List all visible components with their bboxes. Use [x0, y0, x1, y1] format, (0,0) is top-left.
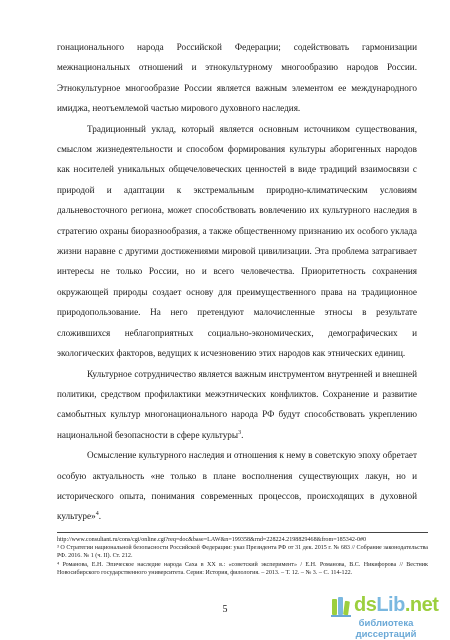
body-text [57, 37, 417, 527]
footnote-3: ³ О Стратегии национальной безопасности Российской Федерации: указ Президента РФ от 31 дек. 2015 г. № 683 // Собрание законодательства РФ. 2016. № 1 (ч. II). Ст. 212. [57, 545, 428, 560]
watermark-logo: dsLib.net [354, 594, 439, 616]
paragraph-2 [57, 119, 417, 364]
page-number: 5 [222, 604, 228, 615]
paragraph-4 [57, 445, 417, 527]
watermark-caption: библиотека диссертаций [355, 618, 417, 640]
paragraph-text: Традиционный уклад, который является основным источником существования, смыслом жизнедеятельности и способом формирования культуры аборигенных народов как носителей уникальных общечеловеческих ценностей в виде традиций взаимосвязи с природой и адаптации к экстремальным природно-климатическим условиям дальневосточного региона, может способствовать вовлечению их культурного наследия в стратегию охраны биоразнообразия, а также общественному признанию их особого уклада жизни наравне с другими достижениями мировой цивилизации. Эта проблема затрагивает интересы не только России, но и всего человечества. Приоритетность сохранения окружающей природы создает основу для преимущественного права на традиционное природопользование. На него претендуют малочисленные этносы в результате сложившихся неблагоприятных социально-экономических, демографических и экологических факторов, ведущих к исчезновению этих народов как этнических единиц. [57, 123, 417, 359]
paragraph-1 [57, 37, 417, 119]
paragraph-tail: . [241, 429, 244, 440]
footnotes [57, 536, 428, 577]
paragraph-3 [57, 364, 417, 446]
paragraph-text: гонационального народа Российской Федерации; содействовать гармонизации межнациональных отношений и этнокультурному многообразию народов России. Этнокультурное многообразие России является важным элементом ее международного имиджа, неотъемлемой частью мирового духовного наследия. [57, 42, 417, 114]
watermark[interactable] [327, 594, 445, 640]
footnote-divider [57, 532, 428, 533]
footnote-ref-3[interactable]: 3 [238, 429, 242, 436]
footnote-ref-4[interactable]: 4 [95, 511, 99, 518]
footnote-url[interactable]: http://www.consultant.ru/cons/cgi/online.cgi?req=doc&base=LAW&n=199358&rnd=228224.2198829468&from=185342-0#0 [57, 537, 367, 543]
paragraph-tail: . [98, 511, 101, 522]
paragraph-text: Культурное сотрудничество является важным инструментом внутренней и внешней политики, средством профилактики межэтнических конфликтов. Сохранение и развитие самобытных культур многонационального народа РФ будут способствовать укреплению национальной безопасности в сфере культуры [57, 368, 417, 440]
paragraph-text: Осмысление культурного наследия и отношения к нему в советскую эпоху обретает особую актуальность «не только в плане восполнения существующих лакун, но и исторического опыта, понимания современных процессов, происходящих в духовной культуре» [57, 450, 417, 522]
book-stack-icon [329, 595, 353, 619]
footnote-4: ⁴ Романова, Е.Н. Эпическое наследие народа Саха в ХХ в.: «советский эксперимент» / Е.Н. Романова, В.С. Никифорова // Вестник Новосибирского государственного университета. Серия: История, филология. – 2013. – Т. 12. – № 3. – С. 114-122. [57, 561, 428, 576]
